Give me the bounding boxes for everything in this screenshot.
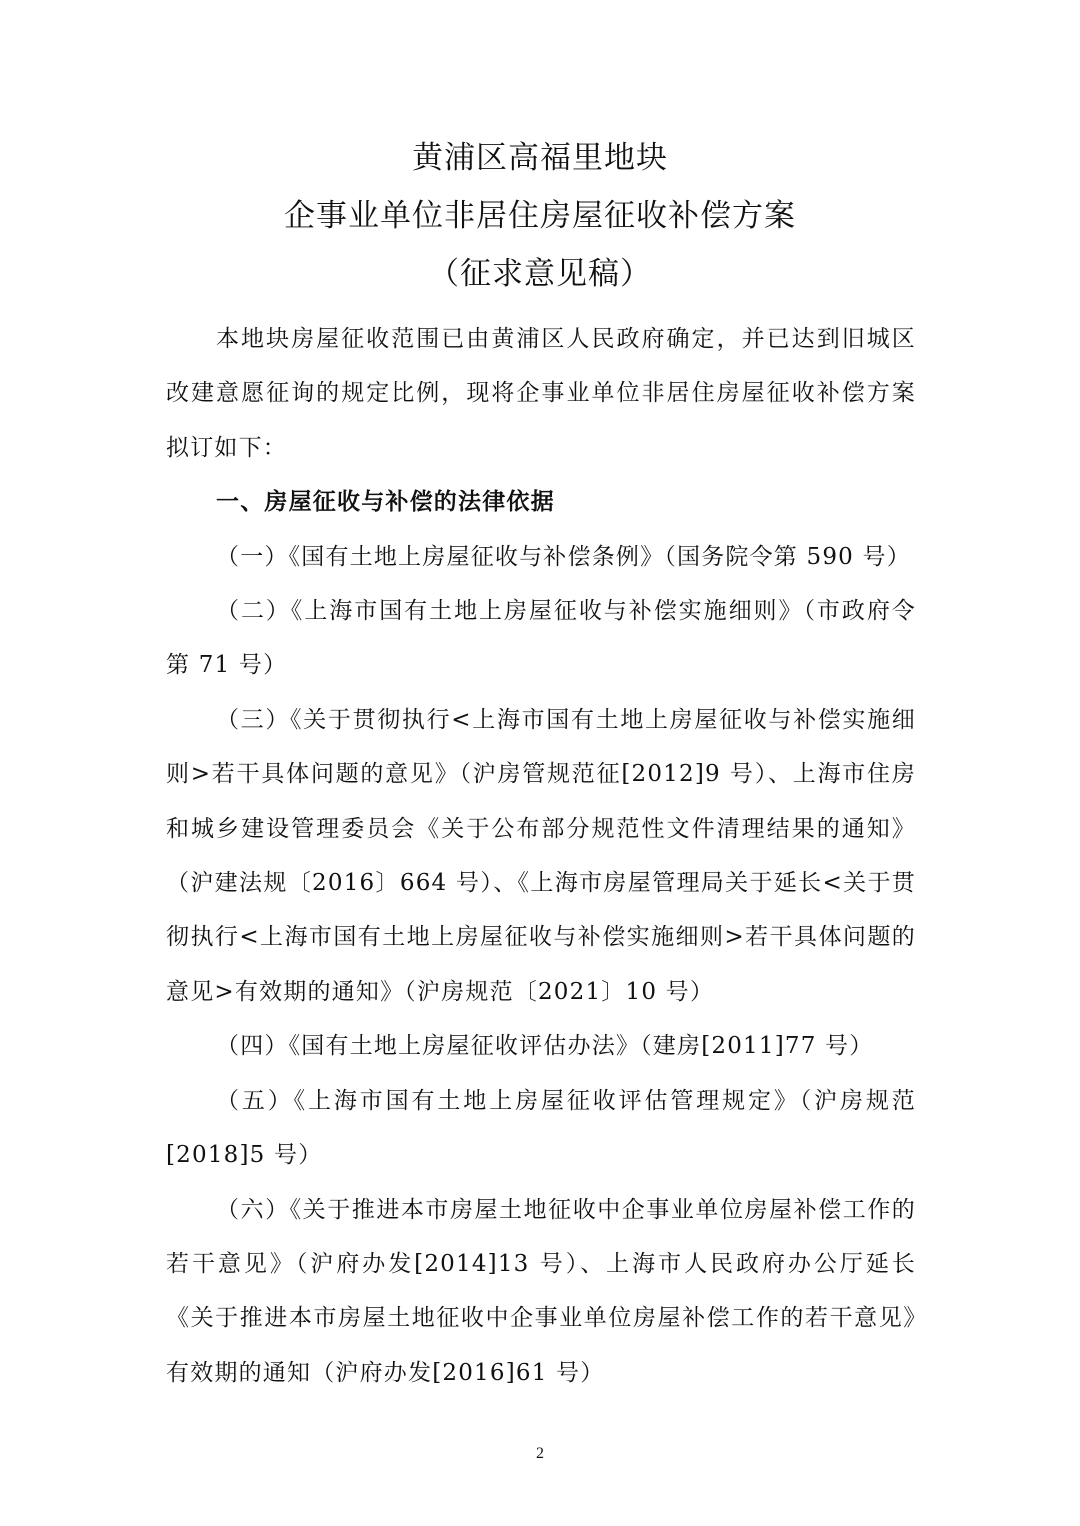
legal-basis-item-3: （三）《关于贯彻执行<上海市国有土地上房屋征收与补偿实施细则>若干具体问题的意见》（沪房管规范征[2012]9 号）、上海市住房和城乡建设管理委员会《关于公布部分规范性文件清理结果的通知》（沪建法规〔2016〕664 号）、《上海市房屋管理局关于延长<关于贯彻执行<上海市国有土地上房屋征收与补偿实施细则>若干具体问题的意见>有效期的通知》（沪房规范〔2021〕10 号） bbox=[166, 706, 916, 1005]
page-number: 2 bbox=[536, 1445, 544, 1462]
title-line-1: 黄浦区高福里地块 bbox=[412, 140, 668, 176]
document-body bbox=[166, 312, 916, 1400]
title-line-2: 企事业单位非居住房屋征收补偿方案 bbox=[284, 198, 796, 234]
section-heading: 一、房屋征收与补偿的法律依据 bbox=[216, 489, 555, 516]
title-line-3: （征求意见稿） bbox=[428, 256, 652, 292]
legal-basis-item-2: （二）《上海市国有土地上房屋征收与补偿实施细则》（市政府令第 71 号） bbox=[166, 598, 916, 679]
legal-basis-item-1: （一）《国有土地上房屋征收与补偿条例》（国务院令第 590 号） bbox=[216, 543, 911, 570]
legal-basis-item-6: （六）《关于推进本市房屋土地征收中企事业单位房屋补偿工作的若干意见》（沪府办发[2014]13 号）、上海市人民政府办公厅延长《关于推进本市房屋土地征收中企事业单位房屋补偿工作的若干意见》有效期的通知（沪府办发[2016]61 号） bbox=[166, 1196, 916, 1386]
legal-basis-item-4: （四）《国有土地上房屋征收评估办法》（建房[2011]77 号） bbox=[216, 1033, 874, 1060]
intro-paragraph: 本地块房屋征收范围已由黄浦区人民政府确定，并已达到旧城区改建意愿征询的规定比例，现将企事业单位非居住房屋征收补偿方案拟订如下： bbox=[166, 326, 916, 461]
legal-basis-item-5: （五）《上海市国有土地上房屋征收评估管理规定》（沪房规范[2018]5 号） bbox=[166, 1087, 916, 1169]
